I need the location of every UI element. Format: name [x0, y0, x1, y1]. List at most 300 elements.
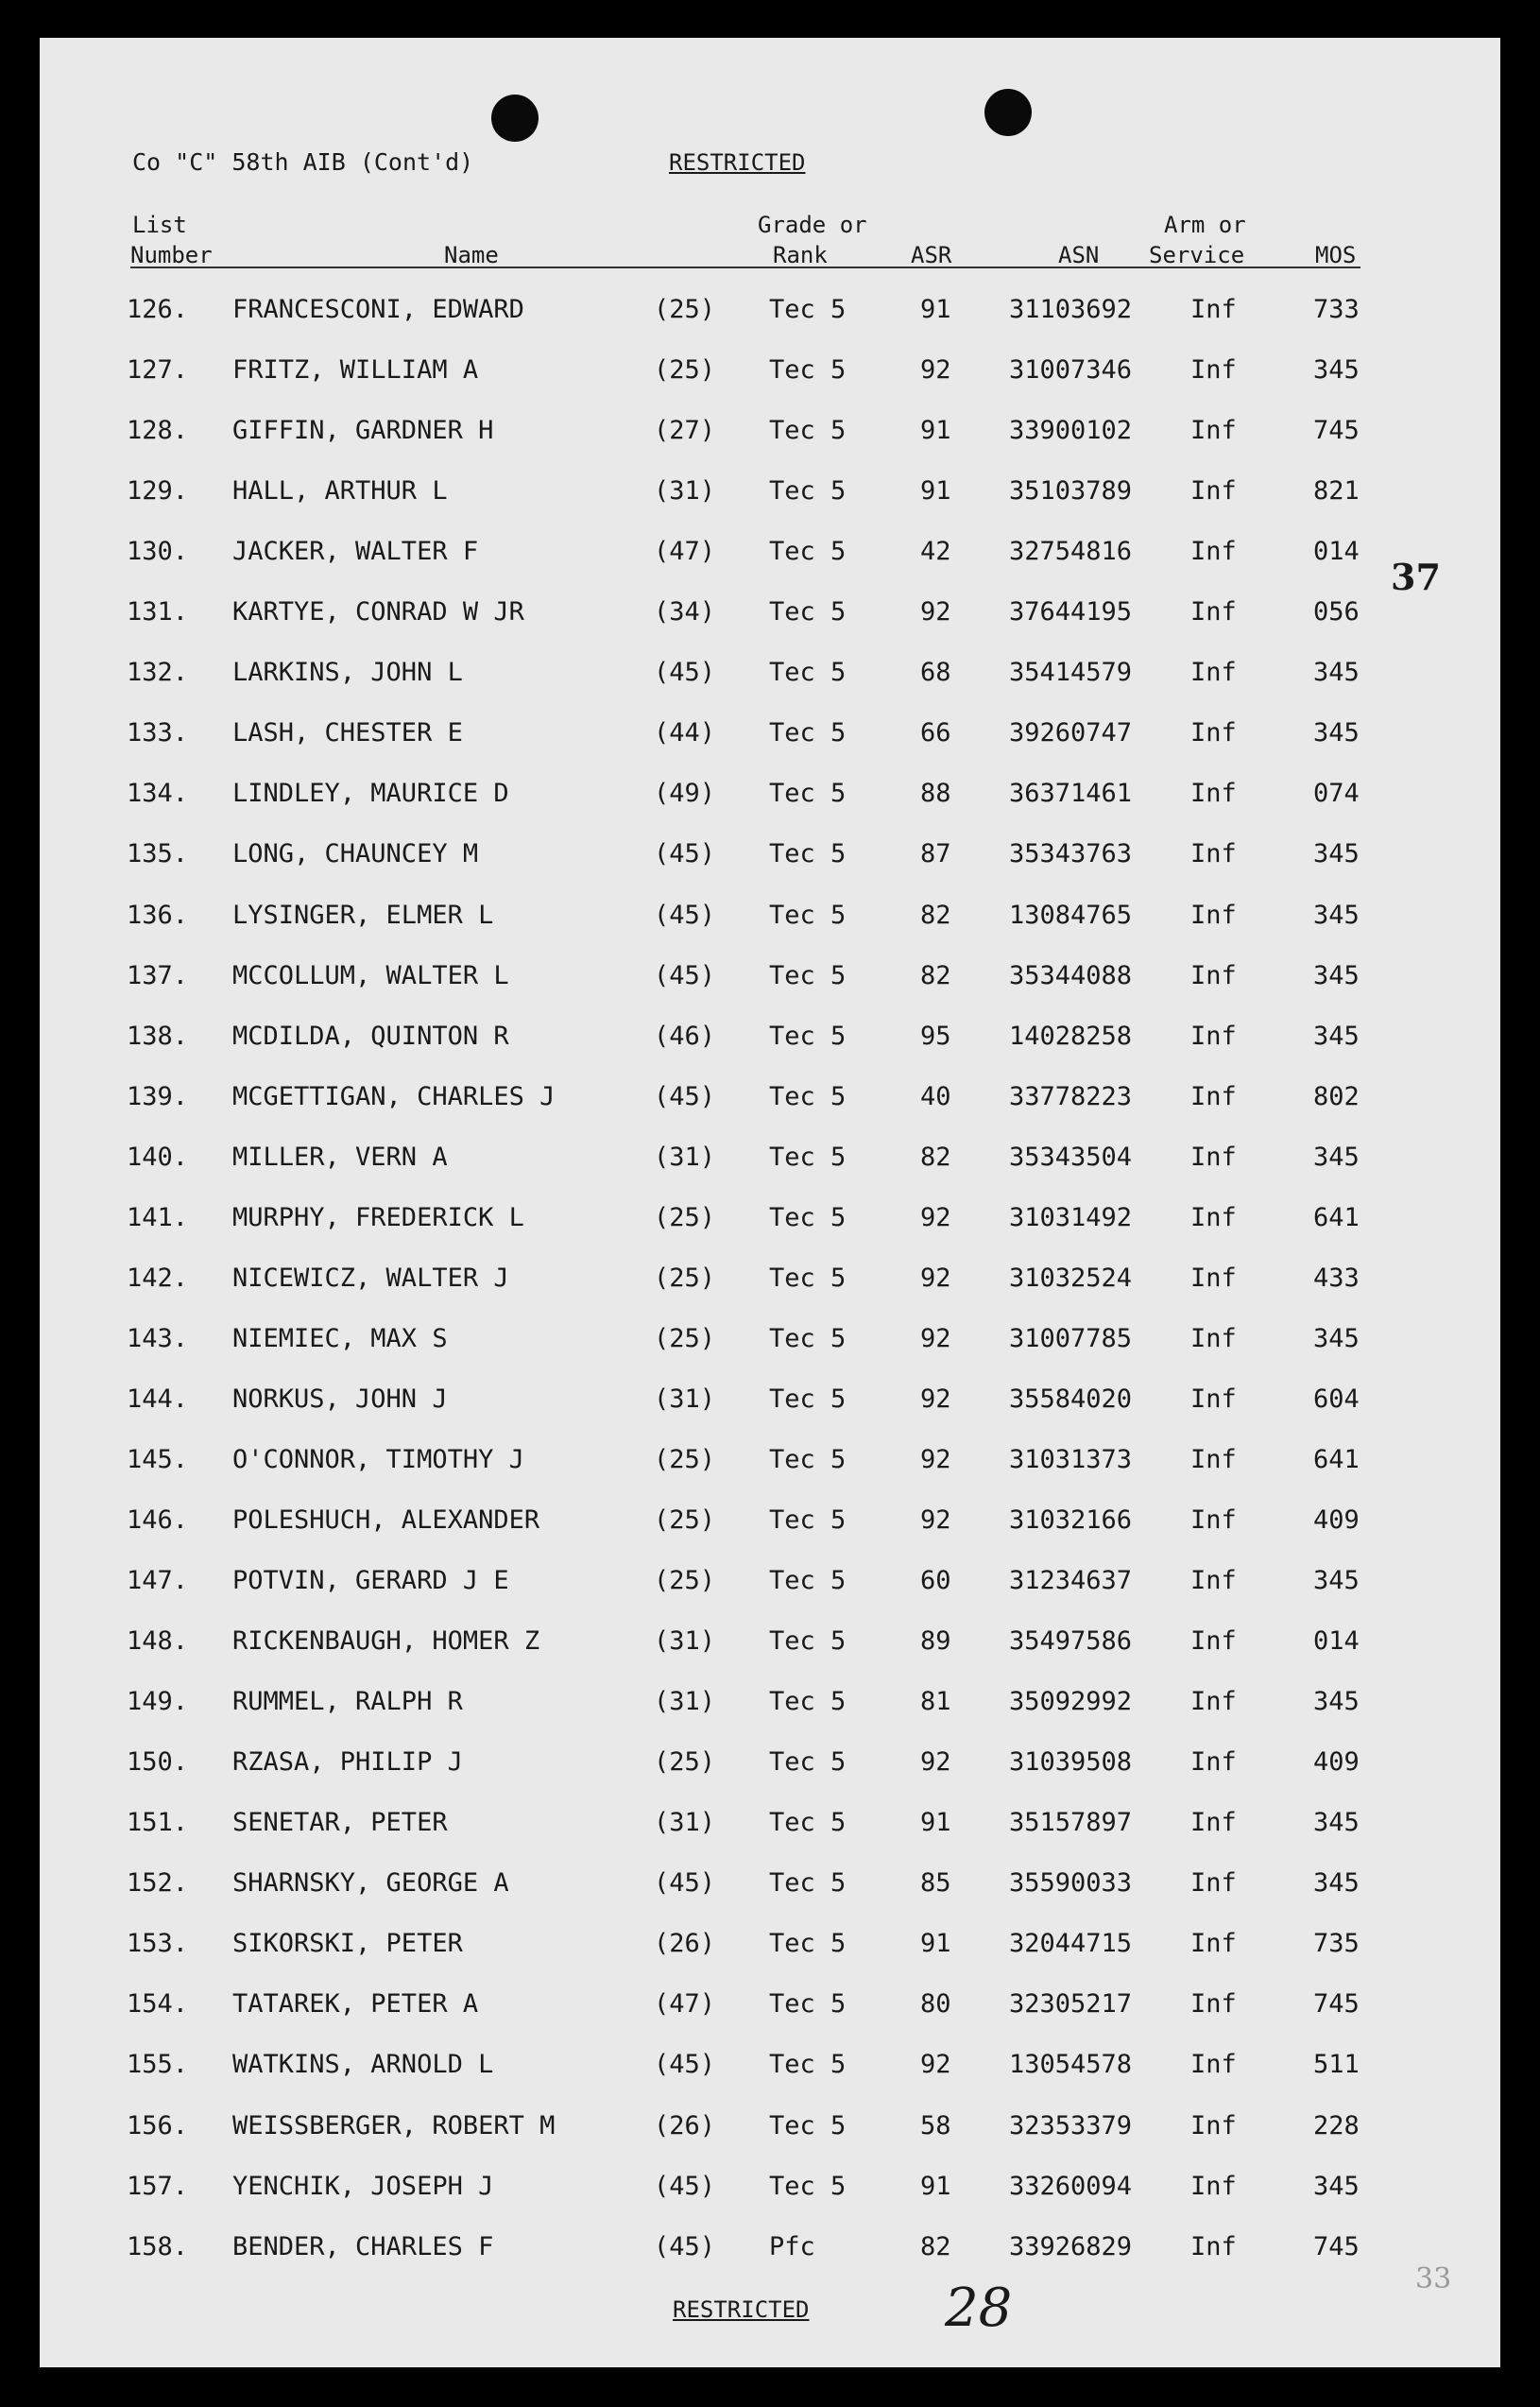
table-row [0, 2172, 1540, 2232]
mos-code: 735 [1313, 1929, 1360, 1959]
arm-service: Inf [1190, 1202, 1237, 1232]
soldier-name: NORKUS, JOHN J [232, 1384, 448, 1414]
asr-score: 89 [920, 1626, 951, 1657]
grade: Tec 5 [769, 1384, 847, 1414]
mos-code: 604 [1313, 1384, 1360, 1414]
age-code: (25) [654, 1505, 716, 1535]
age-code: (45) [654, 1868, 716, 1899]
arm-service: Inf [1190, 1263, 1237, 1293]
asn-number: 31032166 [1009, 1505, 1133, 1535]
grade: Tec 5 [769, 1323, 847, 1353]
table-row [0, 1868, 1540, 1929]
arm-service: Inf [1190, 1929, 1237, 1959]
header-rank: Rank [773, 242, 828, 268]
grade: Tec 5 [769, 355, 847, 386]
grade: Tec 5 [769, 2171, 847, 2201]
list-number: 158. [127, 2231, 189, 2261]
asr-score: 92 [920, 1384, 951, 1414]
table-row [0, 597, 1540, 658]
list-number: 131. [127, 597, 189, 628]
mos-code: 345 [1313, 1323, 1360, 1353]
asn-number: 31031492 [1009, 1202, 1133, 1232]
arm-service: Inf [1190, 1505, 1237, 1535]
grade: Tec 5 [769, 1081, 847, 1111]
soldier-name: WEISSBERGER, ROBERT M [232, 2110, 556, 2141]
grade: Tec 5 [769, 597, 847, 628]
table-row [0, 1808, 1540, 1868]
grade: Tec 5 [769, 1989, 847, 2020]
mos-code: 345 [1313, 1566, 1360, 1596]
list-number: 135. [127, 839, 189, 869]
asr-score: 87 [920, 839, 951, 869]
list-number: 150. [127, 1747, 189, 1778]
soldier-name: LONG, CHAUNCEY M [232, 839, 479, 869]
table-row [0, 1082, 1540, 1143]
age-code: (45) [654, 960, 716, 990]
grade: Tec 5 [769, 779, 847, 809]
asn-number: 37644195 [1009, 597, 1133, 628]
grade: Tec 5 [769, 416, 847, 446]
grade: Tec 5 [769, 537, 847, 567]
mos-code: 733 [1313, 295, 1360, 324]
list-number: 157. [127, 2171, 189, 2201]
list-number: 142. [127, 1263, 189, 1293]
list-number: 138. [127, 1021, 189, 1051]
asn-number: 35584020 [1009, 1384, 1133, 1414]
mos-code: 228 [1313, 2110, 1360, 2141]
mos-code: 641 [1313, 1202, 1360, 1232]
table-row [0, 355, 1540, 416]
mos-code: 345 [1313, 960, 1360, 990]
arm-service: Inf [1190, 900, 1237, 930]
table-row [0, 1445, 1540, 1505]
grade: Tec 5 [769, 1505, 847, 1535]
asn-number: 32754816 [1009, 537, 1133, 567]
grade: Tec 5 [769, 2050, 847, 2080]
age-code: (45) [654, 2171, 716, 2201]
header-rule [130, 266, 1360, 268]
list-number: 132. [127, 658, 189, 688]
age-code: (26) [654, 2110, 716, 2141]
table-row [0, 2111, 1540, 2172]
asr-score: 91 [920, 2171, 951, 2201]
asn-number: 35103789 [1009, 476, 1133, 507]
asn-number: 32305217 [1009, 1989, 1133, 2020]
header-service: Service [1149, 242, 1245, 268]
header-number: Number [130, 242, 213, 268]
list-number: 127. [127, 355, 189, 386]
grade: Tec 5 [769, 476, 847, 507]
table-row [0, 1203, 1540, 1264]
grade: Tec 5 [769, 1868, 847, 1899]
arm-service: Inf [1190, 1566, 1237, 1596]
punch-hole-right [984, 89, 1032, 136]
mos-code: 345 [1313, 839, 1360, 869]
table-row [0, 476, 1540, 537]
arm-service: Inf [1190, 355, 1237, 386]
age-code: (45) [654, 1081, 716, 1111]
grade: Tec 5 [769, 718, 847, 748]
asr-score: 82 [920, 1142, 951, 1172]
mos-code: 345 [1313, 1868, 1360, 1899]
age-code: (31) [654, 1808, 716, 1838]
soldier-name: TATAREK, PETER A [232, 1989, 479, 2020]
mos-code: 409 [1313, 1747, 1360, 1778]
soldier-name: SENETAR, PETER [232, 1808, 448, 1838]
mos-code: 345 [1313, 355, 1360, 386]
asn-number: 32353379 [1009, 2110, 1133, 2141]
asn-number: 36371461 [1009, 779, 1133, 809]
soldier-name: MILLER, VERN A [232, 1142, 448, 1172]
asn-number: 13084765 [1009, 900, 1133, 930]
arm-service: Inf [1190, 1626, 1237, 1657]
asr-score: 92 [920, 1444, 951, 1474]
table-row [0, 1626, 1540, 1687]
grade: Tec 5 [769, 1747, 847, 1778]
soldier-name: KARTYE, CONRAD W JR [232, 597, 524, 628]
soldier-name: POTVIN, GERARD J E [232, 1566, 509, 1596]
age-code: (25) [654, 355, 716, 386]
age-code: (49) [654, 779, 716, 809]
arm-service: Inf [1190, 476, 1237, 507]
header-unit: Co "C" 58th AIB (Cont'd) [132, 148, 474, 176]
list-number: 139. [127, 1081, 189, 1111]
table-row [0, 1929, 1540, 1989]
asn-number: 14028258 [1009, 1021, 1133, 1051]
grade: Tec 5 [769, 658, 847, 688]
asn-number: 35092992 [1009, 1687, 1133, 1717]
grade: Tec 5 [769, 295, 847, 324]
footer-restricted: RESTRICTED [673, 2296, 810, 2323]
header-mos: MOS [1315, 242, 1357, 268]
asn-number: 39260747 [1009, 718, 1133, 748]
arm-service: Inf [1190, 416, 1237, 446]
list-number: 145. [127, 1444, 189, 1474]
age-code: (27) [654, 416, 716, 446]
asr-score: 92 [920, 1202, 951, 1232]
asr-score: 40 [920, 1081, 951, 1111]
table-row [0, 901, 1540, 961]
table-row [0, 1022, 1540, 1082]
soldier-name: LASH, CHESTER E [232, 718, 463, 748]
asr-score: 85 [920, 1868, 951, 1899]
age-code: (45) [654, 2050, 716, 2080]
age-code: (45) [654, 658, 716, 688]
mos-code: 074 [1313, 779, 1360, 809]
list-number: 126. [127, 295, 189, 324]
mos-code: 345 [1313, 1142, 1360, 1172]
table-row [0, 1505, 1540, 1566]
list-number: 155. [127, 2050, 189, 2080]
header-arm: Arm or [1164, 212, 1246, 238]
list-number: 147. [127, 1566, 189, 1596]
mos-code: 409 [1313, 1505, 1360, 1535]
age-code: (25) [654, 1323, 716, 1353]
asn-number: 35414579 [1009, 658, 1133, 688]
arm-service: Inf [1190, 839, 1237, 869]
soldier-name: FRITZ, WILLIAM A [232, 355, 479, 386]
mos-code: 821 [1313, 476, 1360, 507]
grade: Tec 5 [769, 1444, 847, 1474]
arm-service: Inf [1190, 960, 1237, 990]
asn-number: 31007785 [1009, 1323, 1133, 1353]
mos-code: 345 [1313, 718, 1360, 748]
list-number: 128. [127, 416, 189, 446]
age-code: (47) [654, 537, 716, 567]
arm-service: Inf [1190, 1808, 1237, 1838]
soldier-name: YENCHIK, JOSEPH J [232, 2171, 494, 2201]
soldier-name: FRANCESCONI, EDWARD [232, 295, 524, 324]
soldier-name: MCCOLLUM, WALTER L [232, 960, 509, 990]
grade: Tec 5 [769, 2110, 847, 2141]
arm-service: Inf [1190, 1384, 1237, 1414]
asn-number: 33926829 [1009, 2231, 1133, 2261]
soldier-name: O'CONNOR, TIMOTHY J [232, 1444, 524, 1474]
asr-score: 91 [920, 476, 951, 507]
list-number: 154. [127, 1989, 189, 2020]
age-code: (25) [654, 1263, 716, 1293]
asn-number: 35344088 [1009, 960, 1133, 990]
asr-score: 92 [920, 1263, 951, 1293]
table-row [0, 1566, 1540, 1626]
asr-score: 81 [920, 1687, 951, 1717]
mos-code: 345 [1313, 900, 1360, 930]
header-asn: ASN [1058, 242, 1100, 268]
age-code: (26) [654, 1929, 716, 1959]
grade: Tec 5 [769, 1566, 847, 1596]
handwritten-page-number: 28 [945, 2278, 1013, 2339]
table-row [0, 779, 1540, 839]
mos-code: 345 [1313, 1808, 1360, 1838]
table-row [0, 1143, 1540, 1203]
soldier-name: NIEMIEC, MAX S [232, 1323, 448, 1353]
mos-code: 511 [1313, 2050, 1360, 2080]
mos-code: 345 [1313, 658, 1360, 688]
asr-score: 66 [920, 718, 951, 748]
table-row [0, 1384, 1540, 1445]
grade: Tec 5 [769, 1202, 847, 1232]
asr-score: 82 [920, 960, 951, 990]
mos-code: 056 [1313, 597, 1360, 628]
arm-service: Inf [1190, 295, 1237, 324]
age-code: (31) [654, 1384, 716, 1414]
asn-number: 33778223 [1009, 1081, 1133, 1111]
asn-number: 33260094 [1009, 2171, 1133, 2201]
arm-service: Inf [1190, 537, 1237, 567]
asr-score: 68 [920, 658, 951, 688]
grade: Tec 5 [769, 1626, 847, 1657]
arm-service: Inf [1190, 1142, 1237, 1172]
grade: Tec 5 [769, 900, 847, 930]
soldier-name: BENDER, CHARLES F [232, 2231, 494, 2261]
asr-score: 91 [920, 1808, 951, 1838]
arm-service: Inf [1190, 1444, 1237, 1474]
header-restricted: RESTRICTED [669, 149, 806, 176]
list-number: 133. [127, 718, 189, 748]
asr-score: 58 [920, 2110, 951, 2141]
soldier-name: NICEWICZ, WALTER J [232, 1263, 509, 1293]
arm-service: Inf [1190, 2110, 1237, 2141]
asr-score: 92 [920, 597, 951, 628]
table-row [0, 839, 1540, 900]
header-list: List [132, 212, 187, 238]
asr-score: 42 [920, 537, 951, 567]
soldier-name: LYSINGER, ELMER L [232, 900, 494, 930]
mos-code: 641 [1313, 1444, 1360, 1474]
list-number: 148. [127, 1626, 189, 1657]
asr-score: 95 [920, 1021, 951, 1051]
asr-score: 91 [920, 1929, 951, 1959]
asr-score: 92 [920, 1505, 951, 1535]
age-code: (31) [654, 1687, 716, 1717]
mos-code: 014 [1313, 1626, 1360, 1657]
list-number: 130. [127, 537, 189, 567]
table-row [0, 295, 1540, 355]
list-number: 143. [127, 1323, 189, 1353]
table-row [0, 961, 1540, 1022]
list-number: 144. [127, 1384, 189, 1414]
asr-score: 82 [920, 900, 951, 930]
soldier-name: WATKINS, ARNOLD L [232, 2050, 494, 2080]
soldier-name: SIKORSKI, PETER [232, 1929, 463, 1959]
mos-code: 345 [1313, 1687, 1360, 1717]
asn-number: 32044715 [1009, 1929, 1133, 1959]
table-row [0, 658, 1540, 718]
age-code: (45) [654, 900, 716, 930]
list-number: 156. [127, 2110, 189, 2141]
table-row [0, 416, 1540, 476]
arm-service: Inf [1190, 779, 1237, 809]
arm-service: Inf [1190, 718, 1237, 748]
asn-number: 31031373 [1009, 1444, 1133, 1474]
soldier-name: LINDLEY, MAURICE D [232, 779, 509, 809]
asr-score: 60 [920, 1566, 951, 1596]
age-code: (31) [654, 1626, 716, 1657]
table-row [0, 1989, 1540, 2050]
asr-score: 80 [920, 1989, 951, 2020]
mos-code: 433 [1313, 1263, 1360, 1293]
mos-code: 014 [1313, 537, 1360, 567]
grade: Tec 5 [769, 839, 847, 869]
table-row [0, 1687, 1540, 1747]
list-number: 149. [127, 1687, 189, 1717]
asn-number: 35157897 [1009, 1808, 1133, 1838]
grade: Tec 5 [769, 1687, 847, 1717]
arm-service: Inf [1190, 2050, 1237, 2080]
asr-score: 91 [920, 416, 951, 446]
age-code: (31) [654, 1142, 716, 1172]
mos-code: 345 [1313, 1021, 1360, 1051]
table-row [0, 2232, 1540, 2293]
header-asr: ASR [911, 242, 952, 268]
soldier-name: RICKENBAUGH, HOMER Z [232, 1626, 540, 1657]
age-code: (31) [654, 476, 716, 507]
arm-service: Inf [1190, 658, 1237, 688]
asr-score: 92 [920, 355, 951, 386]
list-number: 153. [127, 1929, 189, 1959]
arm-service: Inf [1190, 1687, 1237, 1717]
list-number: 129. [127, 476, 189, 507]
list-number: 134. [127, 779, 189, 809]
list-number: 141. [127, 1202, 189, 1232]
grade: Tec 5 [769, 1142, 847, 1172]
age-code: (25) [654, 1566, 716, 1596]
arm-service: Inf [1190, 597, 1237, 628]
mos-code: 802 [1313, 1081, 1360, 1111]
asr-score: 92 [920, 1323, 951, 1353]
table-row [0, 537, 1540, 597]
grade: Tec 5 [769, 960, 847, 990]
asr-score: 92 [920, 2050, 951, 2080]
asn-number: 31039508 [1009, 1747, 1133, 1778]
asn-number: 35343763 [1009, 839, 1133, 869]
asn-number: 31234637 [1009, 1566, 1133, 1596]
soldier-name: MURPHY, FREDERICK L [232, 1202, 524, 1232]
arm-service: Inf [1190, 1868, 1237, 1899]
asn-number: 35590033 [1009, 1868, 1133, 1899]
age-code: (47) [654, 1989, 716, 2020]
soldier-name: LARKINS, JOHN L [232, 658, 463, 688]
table-row [0, 1747, 1540, 1808]
table-row [0, 1324, 1540, 1384]
soldier-name: POLESHUCH, ALEXANDER [232, 1505, 540, 1535]
soldier-name: SHARNSKY, GEORGE A [232, 1868, 509, 1899]
age-code: (34) [654, 597, 716, 628]
header-name: Name [444, 242, 499, 268]
table-row [0, 2050, 1540, 2110]
list-number: 136. [127, 900, 189, 930]
asn-number: 31007346 [1009, 355, 1133, 386]
asr-score: 88 [920, 779, 951, 809]
soldier-name: MCDILDA, QUINTON R [232, 1021, 509, 1051]
arm-service: Inf [1190, 1081, 1237, 1111]
punch-hole-left [491, 95, 539, 142]
grade: Tec 5 [769, 1929, 847, 1959]
age-code: (25) [654, 295, 716, 324]
asn-number: 31032524 [1009, 1263, 1133, 1293]
arm-service: Inf [1190, 2171, 1237, 2201]
grade: Tec 5 [769, 1263, 847, 1293]
asr-score: 92 [920, 1747, 951, 1778]
arm-service: Inf [1190, 1021, 1237, 1051]
arm-service: Inf [1190, 1323, 1237, 1353]
asr-score: 91 [920, 295, 951, 324]
mos-code: 345 [1313, 2171, 1360, 2201]
asr-score: 82 [920, 2231, 951, 2261]
asn-number: 33900102 [1009, 416, 1133, 446]
age-code: (25) [654, 1202, 716, 1232]
grade: Tec 5 [769, 1021, 847, 1051]
age-code: (46) [654, 1021, 716, 1051]
list-number: 140. [127, 1142, 189, 1172]
arm-service: Inf [1190, 1747, 1237, 1778]
mos-code: 745 [1313, 416, 1360, 446]
age-code: (45) [654, 2231, 716, 2261]
soldier-name: GIFFIN, GARDNER H [232, 416, 494, 446]
table-row [0, 1264, 1540, 1324]
age-code: (44) [654, 718, 716, 748]
age-code: (25) [654, 1444, 716, 1474]
soldier-name: HALL, ARTHUR L [232, 476, 448, 507]
age-code: (45) [654, 839, 716, 869]
age-code: (25) [654, 1747, 716, 1778]
mos-code: 745 [1313, 1989, 1360, 2020]
asn-number: 31103692 [1009, 295, 1133, 324]
soldier-name: JACKER, WALTER F [232, 537, 479, 567]
asn-number: 13054578 [1009, 2050, 1133, 2080]
soldier-name: MCGETTIGAN, CHARLES J [232, 1081, 556, 1111]
grade: Tec 5 [769, 1808, 847, 1838]
